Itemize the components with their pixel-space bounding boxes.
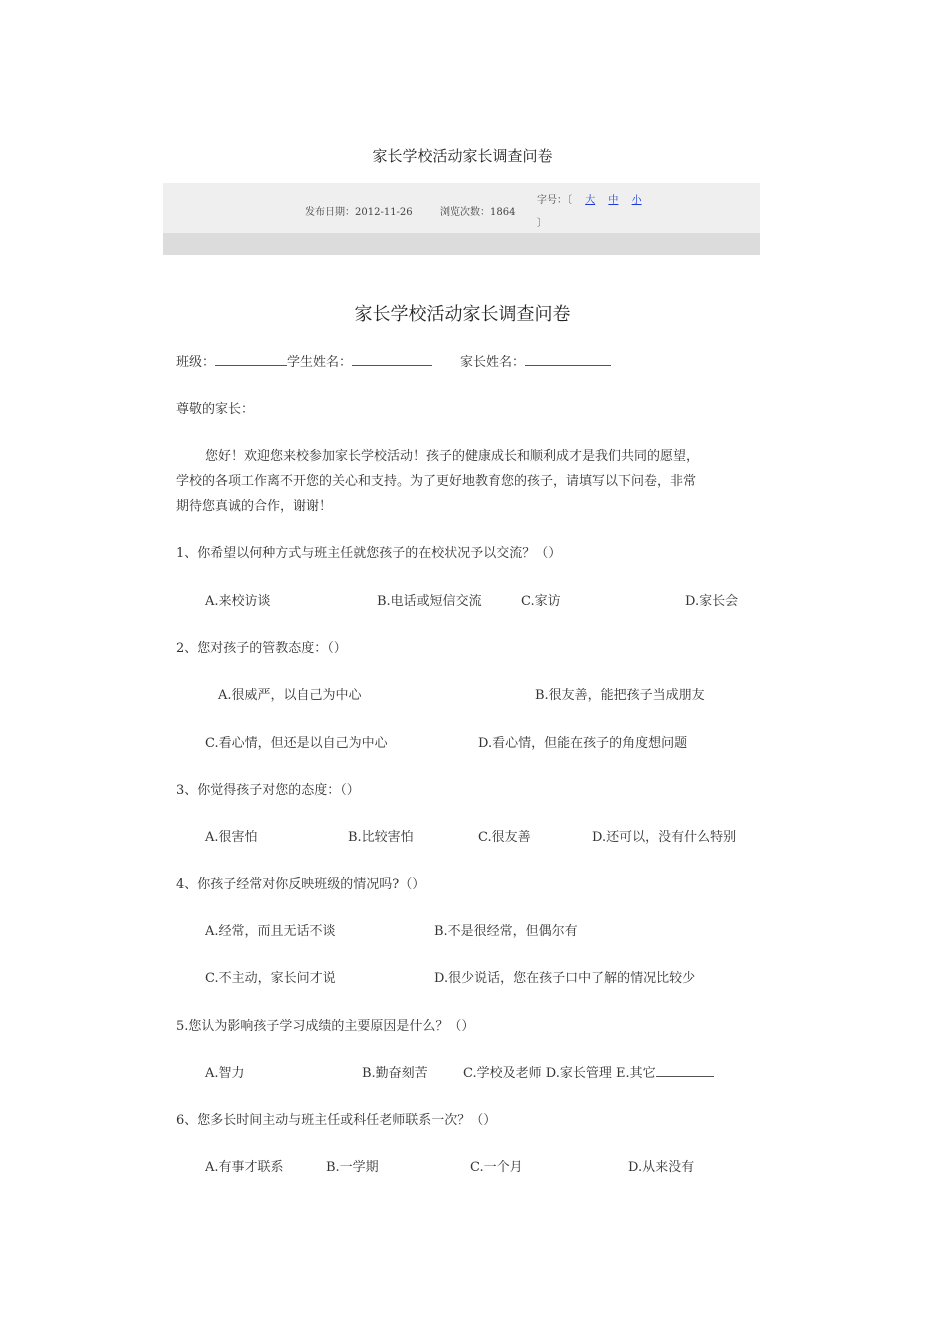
student-name-label: 学生姓名：	[287, 355, 353, 370]
q1-option-d: D.家长会	[685, 594, 739, 609]
publish-date: 发布日期：2012-11-26	[305, 207, 413, 218]
greeting: 尊敬的家长：	[176, 402, 255, 417]
info-fields-row	[176, 351, 611, 370]
q6-option-a: A.有事才联系	[205, 1160, 284, 1175]
q3-option-d: D.还可以，没有什么特别	[592, 830, 737, 845]
question-3: 3、你觉得孩子对您的态度：（）	[176, 783, 360, 798]
view-count: 浏览次数：1864	[440, 207, 516, 218]
q4-option-c: C.不主动，家长问才说	[205, 971, 336, 986]
q1-option-c: C.家访	[521, 594, 561, 609]
meta-divider-bar	[163, 233, 760, 255]
document-title: 家长学校活动家长调查问卷	[354, 304, 571, 325]
q2-option-b: B.很友善，能把孩子当成朋友	[535, 688, 705, 703]
parent-name-blank	[525, 353, 611, 366]
q1-option-b: B.电话或短信交流	[377, 594, 482, 609]
q4-option-a: A.经常，而且无话不谈	[205, 924, 336, 939]
q2-option-d: D.看心情，但能在孩子的角度想问题	[478, 736, 688, 751]
q1-option-a: A.来校访谈	[205, 594, 271, 609]
question-6: 6、您多长时间主动与班主任或科任老师联系一次？（）	[176, 1113, 497, 1128]
q4-option-d: D.很少说话，您在孩子口中了解的情况比较少	[434, 971, 696, 986]
q6-option-b: B.一学期	[326, 1160, 379, 1175]
intro-line: 期待您真诚的合作，谢谢！	[176, 499, 333, 514]
q6-option-d: D.从来没有	[628, 1160, 695, 1175]
font-size-small-link[interactable]: 小	[631, 195, 642, 206]
q4-option-b: B.不是很经常，但偶尔有	[434, 924, 578, 939]
question-5: 5.您认为影响孩子学习成绩的主要原因是什么？（）	[176, 1019, 475, 1034]
intro-line: 您好！欢迎您来校参加家长学校活动！孩子的健康成长和顺利成才是我们共同的愿望，	[205, 449, 700, 464]
question-4: 4、你孩子经常对你反映班级的情况吗?（）	[176, 877, 426, 892]
q5-other-blank	[656, 1064, 714, 1077]
page-title: 家长学校活动家长调查问卷	[372, 147, 553, 165]
font-size-label: 字号：〔	[537, 195, 572, 206]
q3-option-c: C.很友善	[478, 830, 531, 845]
q2-option-c: C.看心情，但还是以自己为中心	[205, 736, 388, 751]
q5-option-cde	[463, 1062, 714, 1081]
q3-option-b: B.比较害怕	[348, 830, 414, 845]
font-size-medium-link[interactable]: 中	[608, 195, 619, 206]
student-name-blank	[352, 353, 432, 366]
font-size-large-link[interactable]: 大	[585, 195, 596, 206]
q2-option-a: A.很威严，以自己为中心	[218, 688, 362, 703]
font-size-close-bracket: 〕	[537, 218, 547, 229]
class-blank	[215, 353, 287, 366]
q5-option-b: B.勤奋刻苦	[362, 1066, 428, 1081]
q3-option-a: A.很害怕	[205, 830, 258, 845]
font-size-control	[537, 191, 642, 206]
class-label: 班级：	[176, 355, 216, 370]
q6-option-c: C.一个月	[470, 1160, 523, 1175]
question-2: 2、您对孩子的管教态度：（）	[176, 641, 347, 656]
parent-name-label: 家长姓名：	[460, 355, 526, 370]
q5-option-cde-text: C.学校及老师 D.家长管理 E.其它	[463, 1066, 656, 1081]
question-1: 1、你希望以何种方式与班主任就您孩子的在校状况予以交流？（）	[176, 546, 562, 561]
intro-line: 学校的各项工作离不开您的关心和支持。为了更好地教育您的孩子，请填写以下问卷，非常	[176, 474, 697, 489]
q5-option-a: A.智力	[205, 1066, 245, 1081]
